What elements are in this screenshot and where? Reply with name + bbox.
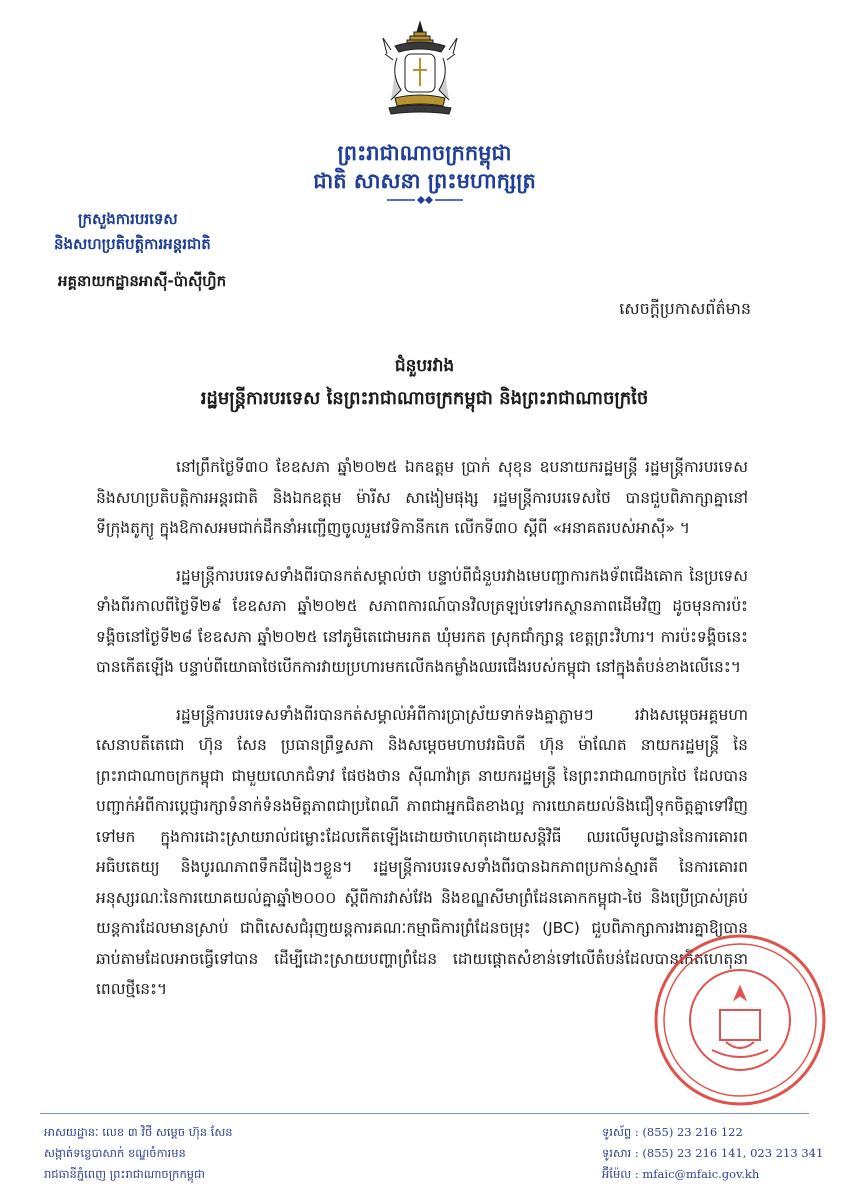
paragraph: រដ្ឋមន្ត្រីការបរទេសទាំងពីរបានកត់សម្គាល់អំពីការប្រាស្រ័យទាក់ទងគ្នាភ្លាមៗ រវាងសម្តេចអគ្គមហាសេនាបតីតេជោ ហ៊ុន សែន ប្រធានព្រឹទ្ធសភា និងសម្តេចមហាបវរធិបតី ហ៊ុន ម៉ាណែត នាយករដ្ឋមន្ត្រី នៃព្រះរាជាណាចក្រកម្ពុជា ជាមួយលោកជំទាវ ផែថងថាន ស៊ីណាវ៉ាត្រ នាយករដ្ឋមន្ត្រី នៃព្រះរាជាណាចក្រថៃ ដែលបានបញ្ជាក់អំពីការប្តេជ្ញារក្សាទំនាក់ទំនងមិត្តភាពជាប្រពៃណី ភាពជាអ្នកជិតខាងល្អ ការយោគយល់និងជឿទុកចិត្តគ្នាទៅវិញទៅមក ក្នុងការដោះស្រាយរាល់ជម្លោះដែលកើតឡើងដោយថាហេតុដោយសន្តិវិធី ឈរលើមូលដ្ឋាននៃការគោរពអធិបតេយ្យ និងបូរណភាពទឹកដីរៀងៗខ្លួន។ រដ្ឋមន្ត្រីការបរទេសទាំងពីរបានឯកភាពប្រកាន់ស្មារតី នៃការគោរពអនុស្សរណៈនៃការយោគយល់គ្នាឆ្នាំ២០០០ ស្តីពីការវាស់វែង និងខណ្ឌសីមាព្រំដែនគោកកម្ពុជា-ថៃ និងប្រើប្រាស់គ្រប់យន្តការដែលមានស្រាប់ ជាពិសេសជំរុញយន្តការគណៈកម្មាធិការព្រំដែនចម្រុះ (JBC) ជួបពិភាក្សាការងារគ្នាឱ្យបានឆាប់តាមដែលអាចធ្វើទៅបាន ដើម្បីដោះស្រាយបញ្ហាព្រំដែន ដោយផ្តោតសំខាន់ទៅលើតំបន់ដែលបានកើតហេតុនាពេលថ្មីនេះ។ <box>96 705 748 998</box>
ministry-name-line1: ក្រសួងការបរទេស <box>78 210 178 228</box>
divider-ornament-icon <box>385 194 465 206</box>
footer-contact <box>602 1122 823 1185</box>
address-line: សង្កាត់ទន្លេបាសាក់ ខណ្ឌចំការមន <box>44 1146 186 1160</box>
ministry-name-line2: និងសហប្រតិបត្តិការអន្តរជាតិ <box>54 235 211 253</box>
title-line1: ជំនួបរវាង <box>394 356 455 376</box>
paragraph: រដ្ឋមន្ត្រីការបរទេសទាំងពីរបានកត់សម្គាល់ថា បន្ទាប់ពីជំនួបរវាងមេបញ្ជាការកងទ័ពជើងគោក នៃប្រទេសទាំងពីរកាលពីថ្ងៃទី២៩ ខែឧសភា ឆ្នាំ២០២៥ សភាពការណ៍បានវិលត្រឡប់ទៅរកស្ថានភាពដើមវិញ ដូចមុនការប៉ះទង្គិចនៅថ្ងៃទី២៨ ខែឧសភា ឆ្នាំ២០២៥ នៅភូមិតេជោមរកត ឃុំមរកត ស្រុកជាំក្សាន្ត ខេត្តព្រះវិហារ។ ការប៉ះទង្គិចនេះបានកើតឡើង បន្ទាប់ពីយោធាថៃបើកការវាយប្រហារមកលើកងកម្លាំងឈរជើងរបស់កម្ពុជា នៅក្នុងតំបន់ខាងលើនេះ។ <box>96 566 748 676</box>
fax-line: ទូរសារ : (855) 23 216 141, 023 213 341 <box>602 1146 824 1160</box>
address-line: រាជធានីភ្នំពេញ ព្រះរាជាណាចក្រកម្ពុជា <box>44 1167 205 1181</box>
paragraph: នៅព្រឹកថ្ងៃទី៣០ ខែឧសភា ឆ្នាំ២០២៥ ឯកឧត្តម ប្រាក់ សុខុន ឧបនាយករដ្ឋមន្ត្រី រដ្ឋមន្ត្រីការបរទេស និងសហប្រតិបត្តិការអន្តរជាតិ និងឯកឧត្តម ម៉ារីស សាងៀមផុង្ស រដ្ឋមន្ត្រីការបរទេសថៃ បានជួបពិភាក្សាគ្នានៅទីក្រុងតូក្យូ ក្នុងឱកាសអមជាក់ដឹកនាំអញ្ជើញចូលរួមវេទិកានីកកេ លើកទី៣០ ស្តីពី «អនាគតរបស់អាស៊ី» ។ <box>96 458 748 537</box>
official-seal-icon <box>650 930 830 1110</box>
kingdom-name: ព្រះរាជាណាចក្រកម្ពុជា <box>337 141 512 165</box>
phone-line: ទូរស័ព្ទ : (855) 23 216 122 <box>602 1125 743 1139</box>
national-motto: ជាតិ សាសនា ព្រះមហាក្សត្រ <box>313 169 536 193</box>
department-name: អគ្គនាយកដ្ឋានអាស៊ី-ប៉ាស៊ីហ្វិក <box>58 272 227 290</box>
email-line: អ៊ីម៉ែល : mfaic@mfaic.gov.kh <box>602 1167 760 1181</box>
document-type: សេចក្តីប្រកាសព័ត៌មាន <box>619 299 751 318</box>
footer-divider <box>40 1113 809 1114</box>
footer-address <box>44 1122 233 1185</box>
address-line: អាសយដ្ឋានៈ លេខ ៣ វិថី សម្តេច ហ៊ុន សែន <box>44 1125 233 1139</box>
title-line2: រដ្ឋមន្ត្រីការបរទេស នៃព្រះរាជាណាចក្រកម្ពុជា និងព្រះរាជាណាចក្រថៃ <box>200 388 649 409</box>
royal-coat-of-arms-icon <box>365 18 475 118</box>
